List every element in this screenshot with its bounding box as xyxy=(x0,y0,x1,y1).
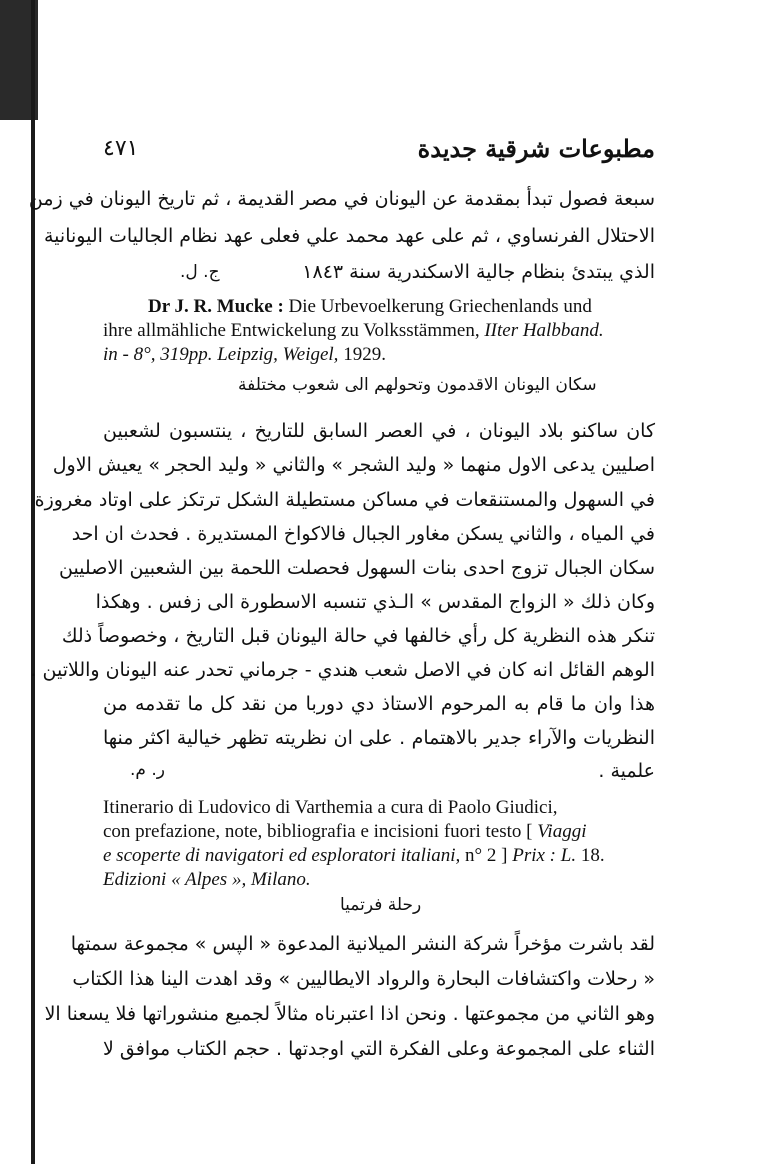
review3-series: Viaggi xyxy=(537,821,587,842)
review3-subtitle: con prefazione, note, bibliografia e incisioni fuori testo [ xyxy=(103,821,533,842)
review2-arabic-title: سكان اليونان الاقدمون وتحولهم الى شعوب مختلفة xyxy=(238,375,597,395)
page-number: ٤٧١ xyxy=(103,136,139,161)
review2-format: in - 8°, 319 xyxy=(103,344,189,365)
review2-volume: IIter Halbband. xyxy=(484,320,604,341)
review3-para-line-3: وهو الثاني من مجموعتها . ونحن اذا اعتبرناه مثالاً لجميع منشوراتها فلا يسعنا الا xyxy=(44,1003,655,1025)
review3-arabic-title: رحلة فرتميا xyxy=(340,895,422,915)
review3-number: n° 2 ] xyxy=(465,845,508,866)
review2-year: 1929. xyxy=(343,344,386,365)
review2-para-line-11: علمية . xyxy=(598,760,655,782)
scan-binding-edge xyxy=(31,0,35,1164)
review2-para-line-5: سكان الجبال تزوج احدى بنات السهول فحصلت اللحمة بين الشعبين الاصليين xyxy=(58,557,655,579)
review3-biblio-line-4 xyxy=(103,869,663,891)
review3-biblio-line-3 xyxy=(103,845,663,867)
review3-prix-label: Prix : L. xyxy=(512,845,577,866)
review3-city: Milano. xyxy=(250,869,311,890)
review2-para-line-4: في المياه ، والثاني يسكن مغاور الجبال فالاكواخ المستديرة . فحدث ان احد xyxy=(71,523,655,545)
review2-para-line-7: تنكر هذه النظرية كل رأي خالفها في حالة اليونان قبل التاريخ ، وخصوصاً ذلك xyxy=(61,625,655,647)
review3-biblio-line-1: Itinerario di Ludovico di Varthemia a cura di Paolo Giudici, xyxy=(103,797,558,818)
review1-signature: ج. ل. xyxy=(180,262,220,282)
review2-para-line-8: الوهم القائل انه كان في الاصل شعب هندي - جرماني تحدر عنه اليونان واللاتين . xyxy=(30,659,655,681)
review2-biblio-line-2 xyxy=(103,320,663,342)
review2-para-line-10: النظريات والآراء جدير بالاهتمام . على ان نظريته تظهر خيالية اكثر منها xyxy=(103,727,655,749)
review2-biblio-line-1 xyxy=(148,296,653,318)
review2-title-part-2: ihre allmähliche Entwickelung zu Volksstämmen, xyxy=(103,320,480,341)
review1-line-3: الذي يبتدئ بنظام جالية الاسكندرية سنة ١٨٤٣ xyxy=(302,261,655,283)
review2-para-line-2: اصليين يدعى الاول منهما « وليد الشجر » والثاني « وليد الحجر » يعيش الاول xyxy=(52,454,655,476)
review2-para-line-1: كان ساكنو بلاد اليونان ، في العصر السابق للتاريخ ، ينتسبون لشعبين xyxy=(103,420,655,442)
review3-series-cont: e scoperte di navigatori ed esploratori italiani, xyxy=(103,845,461,866)
review2-biblio-line-3 xyxy=(103,344,663,366)
review3-biblio-line-2 xyxy=(103,821,663,843)
review3-publisher: Edizioni « Alpes », xyxy=(103,869,247,890)
review2-title-part-1: Die Urbevoelkerung Griechenlands und xyxy=(288,296,592,317)
review2-place: pp. Leipzig, xyxy=(188,344,278,365)
review1-line-2: الاحتلال الفرنساوي ، ثم على عهد محمد علي فعلى عهد نظام الجاليات اليونانية xyxy=(44,225,655,247)
review3-para-line-4: الثناء على المجموعة وعلى الفكرة التي اوجدتها . حجم الكتاب موافق لا xyxy=(103,1038,655,1060)
running-head: مطبوعات شرقية جديدة xyxy=(417,134,655,163)
review2-para-line-3: في السهول والمستنقعات في مساكن مستطيلة الشكل ترتكز على اوتاد مغروزة xyxy=(34,489,655,511)
review2-author: Dr J. R. Mucke : xyxy=(148,296,284,317)
review2-signature: ر. م. xyxy=(130,760,165,780)
review2-publisher: Weigel, xyxy=(282,344,339,365)
review3-price: 18. xyxy=(580,845,605,866)
review2-para-line-6: وكان ذلك « الزواج المقدس » الـذي تنسبه الاسطورة الى زفس . وهكذا xyxy=(95,591,655,613)
page-header xyxy=(103,134,655,172)
review3-para-line-2: « رحلات واكتشافات البحارة والرواد الايطاليين » وقد اهدت الينا هذا الكتاب xyxy=(72,968,655,990)
review1-line-1: سبعة فصول تبدأ بمقدمة عن اليونان في مصر القديمة ، ثم تاريخ اليونان في زمن xyxy=(28,188,655,210)
review2-para-line-9: هذا وان ما قام به المرحوم الاستاذ دي دوربا من نقد كل ما تقدمه من xyxy=(103,693,655,715)
review3-para-line-1: لقد باشرت مؤخراً شركة النشر الميلانية المدعوة « الپس » مجموعة سمتها xyxy=(70,933,655,955)
